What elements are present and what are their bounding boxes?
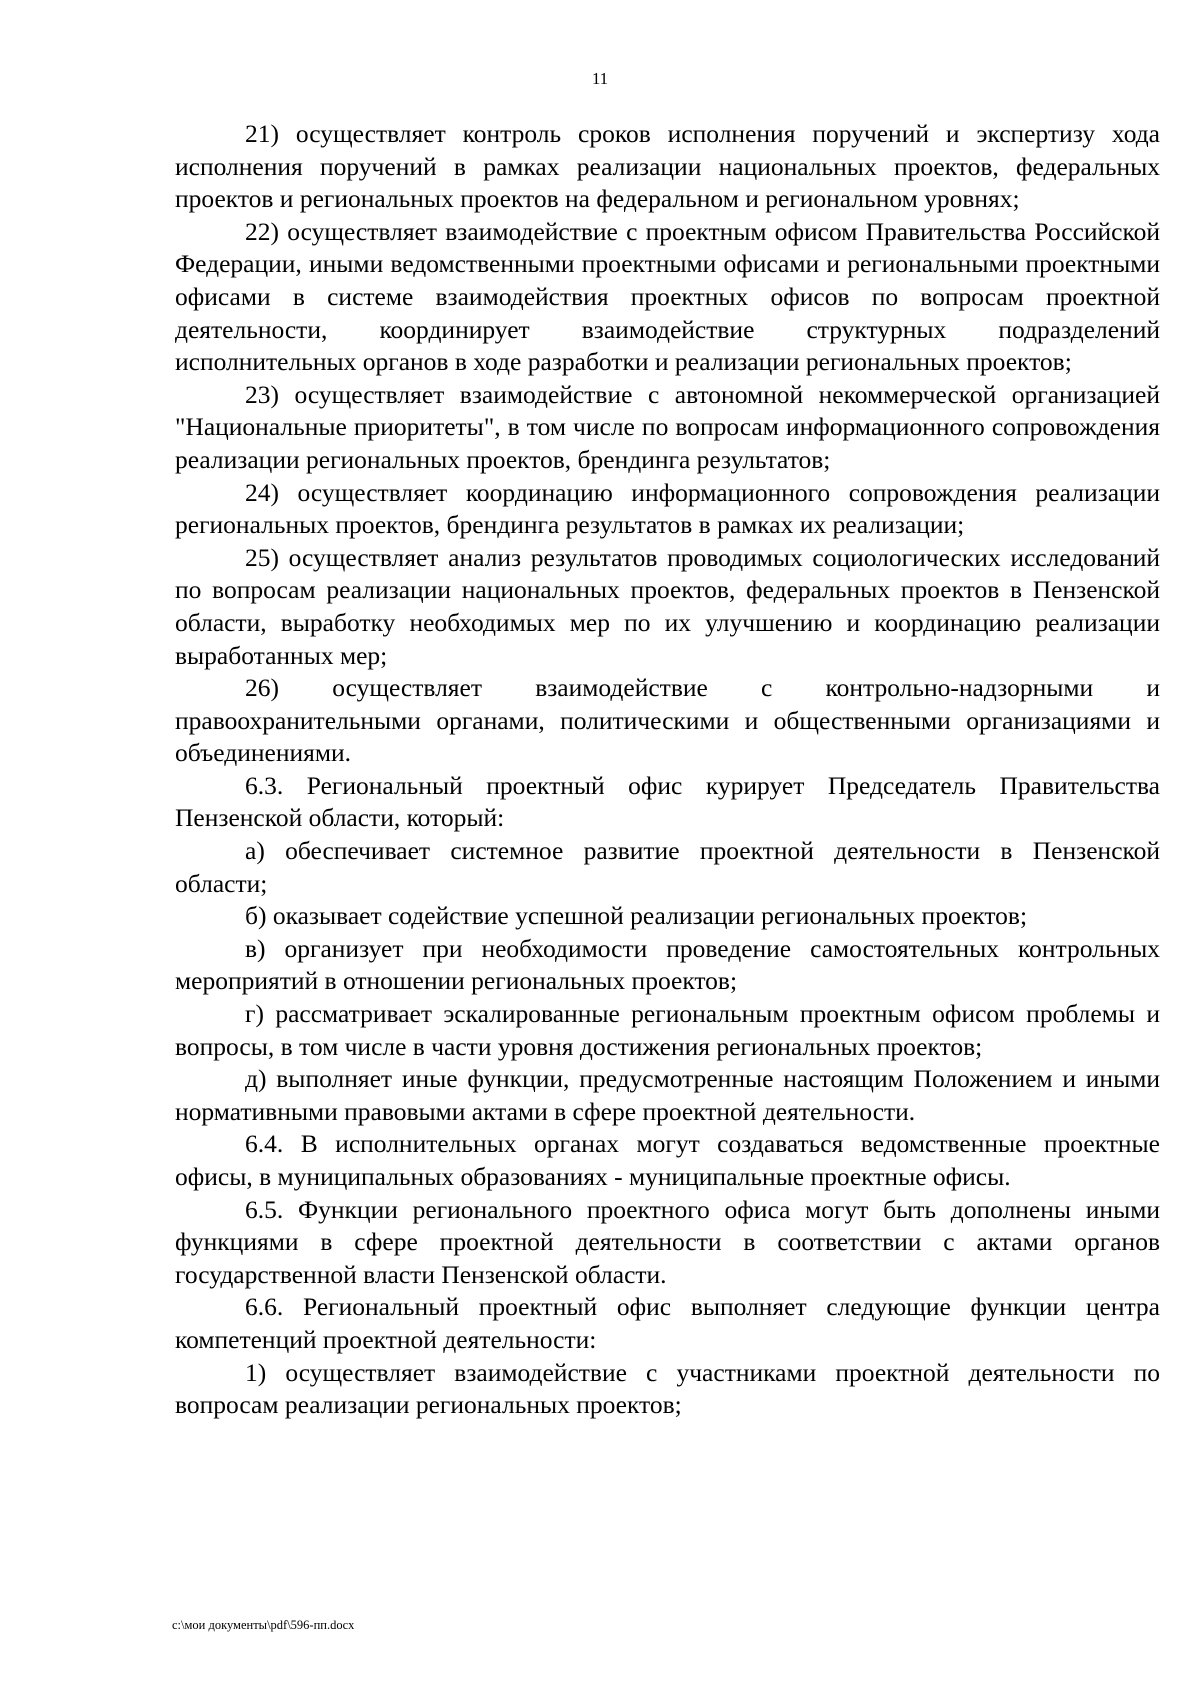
paragraph-section-6-4: 6.4. В исполнительных органах могут создаваться ведомственные проектные офисы, в муниципальных образованиях - муниципальные проектные офисы. (175, 1129, 1160, 1191)
paragraph-subitem-b: б) оказывает содействие успешной реализации региональных проектов; (245, 901, 1028, 931)
paragraph-item-23: 23) осуществляет взаимодействие с автономной некоммерческой организацией "Национальные приоритеты", в том числе по вопросам информационного сопровождения реализации региональных проектов, брендинга результатов; (175, 379, 1160, 474)
paragraph-item-22: 22) осуществляет взаимодействие с проектным офисом Правительства Российской Федерации, иными ведомственными проектными офисами и региональными проектными офисами в системе взаимодействия проектных офисов по вопросам проектной деятельности, координирует взаимодействие структурных подразделений исполнительных органов в ходе разработки и реализации региональных проектов; (175, 216, 1160, 377)
paragraph-section-6-3: 6.3. Региональный проектный офис курирует Председатель Правительства Пензенской области, который: (175, 770, 1160, 833)
paragraph-subitem-d: д) выполняет иные функции, предусмотренные настоящим Положением и иными нормативными правовыми актами в сфере проектной деятельности. (175, 1064, 1160, 1126)
paragraph-item-26: 26) осуществляет взаимодействие с контрольно-надзорными и правоохранительными органами, политическими и общественными организациями и объединениями. (175, 673, 1160, 768)
paragraph-subitem-g: г) рассматривает эскалированные региональным проектным офисом проблемы и вопросы, в том числе в части уровня достижения региональных проектов; (175, 999, 1160, 1061)
paragraph-item-24: 24) осуществляет координацию информационного сопровождения реализации региональных проектов, брендинга результатов в рамках их реализации; (175, 477, 1160, 540)
paragraph-item-21: 21) осуществляет контроль сроков исполнения поручений и экспертизу хода исполнения поручений в рамках реализации национальных проектов, федеральных проектов и региональных проектов на федеральном и региональном уровнях; (175, 119, 1160, 214)
document-body (175, 118, 1160, 1422)
paragraph-subitem-a: а) обеспечивает системное развитие проектной деятельности в Пензенской области; (175, 836, 1160, 898)
paragraph-section-6-6: 6.6. Региональный проектный офис выполняет следующие функции центра компетенций проектной деятельности: (175, 1292, 1160, 1354)
paragraph-subitem-v: в) организует при необходимости проведение самостоятельных контрольных мероприятий в отношении региональных проектов; (175, 933, 1160, 996)
paragraph-item-1: 1) осуществляет взаимодействие с участниками проектной деятельности по вопросам реализации региональных проектов; (175, 1357, 1160, 1420)
paragraph-section-6-5: 6.5. Функции регионального проектного офиса могут быть дополнены иными функциями в сфере проектной деятельности в соответствии с актами органов государственной власти Пензенской области. (175, 1194, 1160, 1289)
footer-file-path: c:\мои документы\pdf\596-пп.docx (172, 1618, 355, 1632)
paragraph-item-25: 25) осуществляет анализ результатов проводимых социологических исследований по вопросам реализации национальных проектов, федеральных проектов в Пензенской области, выработку необходимых мер по их улучшению и координацию реализации выработанных мер; (175, 542, 1160, 670)
page-number: 11 (591, 69, 609, 88)
